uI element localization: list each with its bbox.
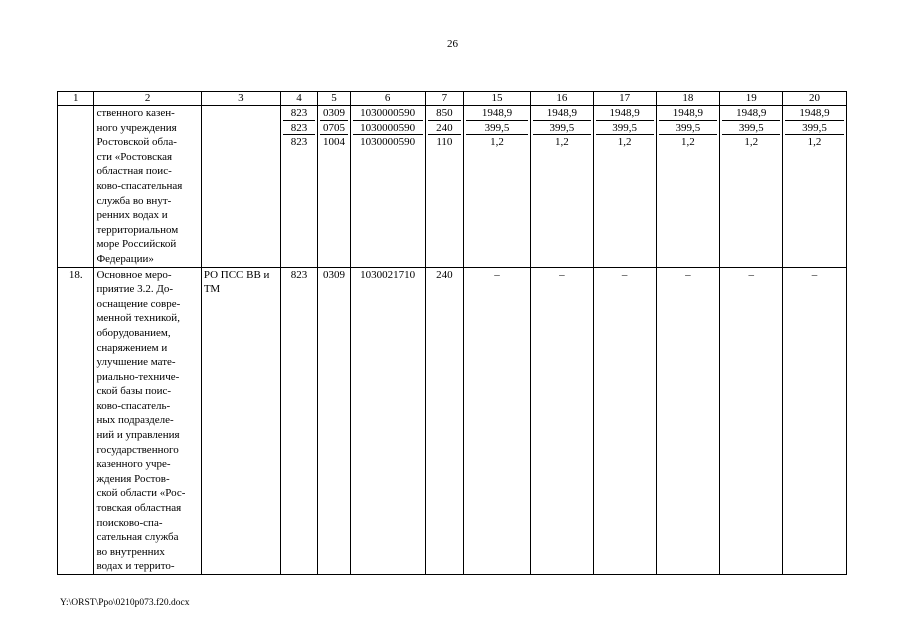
value-cell [464, 106, 531, 268]
value-line: 1030000590 [353, 121, 423, 136]
value-cell [350, 106, 425, 268]
row-number-cell: 18. [58, 267, 94, 574]
name-line: во внутренних [96, 545, 165, 558]
header-cell: 7 [425, 92, 463, 106]
value-cell: 0309 [318, 267, 350, 574]
page-number: 26 [447, 38, 458, 50]
value-line: 1,2 [807, 136, 822, 149]
value-line: 1030000590 [360, 136, 416, 149]
name-line: Основное меро- [96, 268, 172, 281]
header-cell: 2 [94, 92, 201, 106]
row-number-cell [58, 106, 94, 268]
name-line: служба во внут- [96, 194, 172, 207]
value-line: 1948,9 [466, 106, 528, 121]
value-cell [656, 106, 720, 268]
table-row-18 [58, 267, 847, 574]
header-cell: 1 [58, 92, 94, 106]
value-cell: 240 [425, 267, 463, 574]
value-cell [720, 106, 783, 268]
name-line: товская областная [96, 502, 182, 515]
value-line: 0309 [320, 106, 347, 121]
value-cell [530, 106, 593, 268]
value-line: 399,5 [596, 121, 654, 136]
executor-cell [201, 106, 280, 268]
value-line: 823 [283, 106, 315, 121]
value-line: 399,5 [466, 121, 528, 136]
name-line: Ростовской обла- [96, 136, 177, 149]
value-line: 399,5 [722, 121, 780, 136]
name-line: Федерации» [96, 252, 154, 265]
measure-name-cell [94, 267, 201, 574]
value-cell [280, 106, 317, 268]
value-line: 1948,9 [659, 106, 718, 121]
name-line: улучшение мате- [96, 356, 176, 369]
header-cell: 6 [350, 92, 425, 106]
name-line: ждения Ростов- [96, 472, 170, 485]
name-line: ственного казен- [96, 107, 175, 119]
value-cell [318, 106, 350, 268]
name-line: ных подразделе- [96, 414, 174, 427]
value-line: 399,5 [533, 121, 591, 136]
header-cell: 15 [464, 92, 531, 106]
budget-table [57, 91, 847, 575]
name-line: оснащение совре- [96, 297, 181, 310]
value-line: 1,2 [744, 136, 759, 149]
value-line: 240 [428, 121, 461, 136]
header-cell: 3 [201, 92, 280, 106]
name-line: ково-спасатель- [96, 399, 171, 412]
value-line: 110 [436, 136, 453, 149]
file-path-footer: Y:\ORST\Ppo\0210p073.f20.docx [60, 598, 190, 608]
value-cell: – [720, 267, 783, 574]
name-line: ного учреждения [96, 121, 177, 134]
name-line: поисково-спа- [96, 516, 163, 529]
name-line: ково-спасательная [96, 179, 183, 192]
name-line: областная поис- [96, 165, 172, 178]
value-cell: 1030021710 [350, 267, 425, 574]
value-line: 399,5 [785, 121, 844, 136]
value-cell [593, 106, 656, 268]
name-line: сти «Ростовская [96, 150, 173, 163]
value-line: 1,2 [554, 136, 569, 149]
executor-cell: РО ПСС ВВ и ТМ [201, 267, 280, 574]
value-cell: – [464, 267, 531, 574]
value-line: 1948,9 [596, 106, 654, 121]
value-line: 1,2 [490, 136, 504, 149]
header-row [58, 92, 847, 106]
name-line: приятие 3.2. До- [96, 283, 174, 296]
value-line: 1948,9 [533, 106, 591, 121]
name-line: ренних водах и [96, 209, 168, 222]
value-line: 1948,9 [785, 106, 844, 121]
value-line: 1,2 [681, 136, 695, 149]
value-line: 850 [428, 106, 461, 121]
value-cell: – [656, 267, 720, 574]
value-line: 0705 [320, 121, 347, 136]
value-line: 823 [290, 136, 308, 149]
value-cell [783, 106, 847, 268]
name-line: сательная служба [96, 531, 179, 544]
value-cell [425, 106, 463, 268]
name-line: казенного учре- [96, 458, 171, 471]
header-cell: 16 [530, 92, 593, 106]
header-cell: 5 [318, 92, 350, 106]
name-line: море Российской [96, 238, 177, 251]
value-cell: – [783, 267, 847, 574]
header-cell: 17 [593, 92, 656, 106]
name-line: оборудованием, [96, 326, 171, 339]
value-line: 1004 [322, 136, 345, 149]
name-line: менной техникой, [96, 312, 180, 325]
name-line: ний и управления [96, 429, 180, 442]
name-line: ской области «Рос- [96, 487, 186, 500]
header-cell: 4 [280, 92, 317, 106]
value-line: 399,5 [659, 121, 718, 136]
name-line: водах и террито- [96, 560, 175, 573]
name-line: снаряжением и [96, 341, 168, 354]
value-line: 1948,9 [722, 106, 780, 121]
value-line: 823 [283, 121, 315, 136]
name-line: территориальном [96, 223, 179, 236]
table-row-continued [58, 106, 847, 268]
value-cell: 823 [280, 267, 317, 574]
value-cell: – [593, 267, 656, 574]
header-cell: 18 [656, 92, 720, 106]
name-line: риально-техниче- [96, 370, 180, 383]
header-cell: 19 [720, 92, 783, 106]
measure-name-cell [94, 106, 201, 268]
value-cell: – [530, 267, 593, 574]
name-line: государственного [96, 443, 179, 456]
value-line: 1,2 [617, 136, 632, 149]
value-line: 1030000590 [353, 106, 423, 121]
header-cell: 20 [783, 92, 847, 106]
name-line: ской базы поис- [96, 385, 172, 398]
